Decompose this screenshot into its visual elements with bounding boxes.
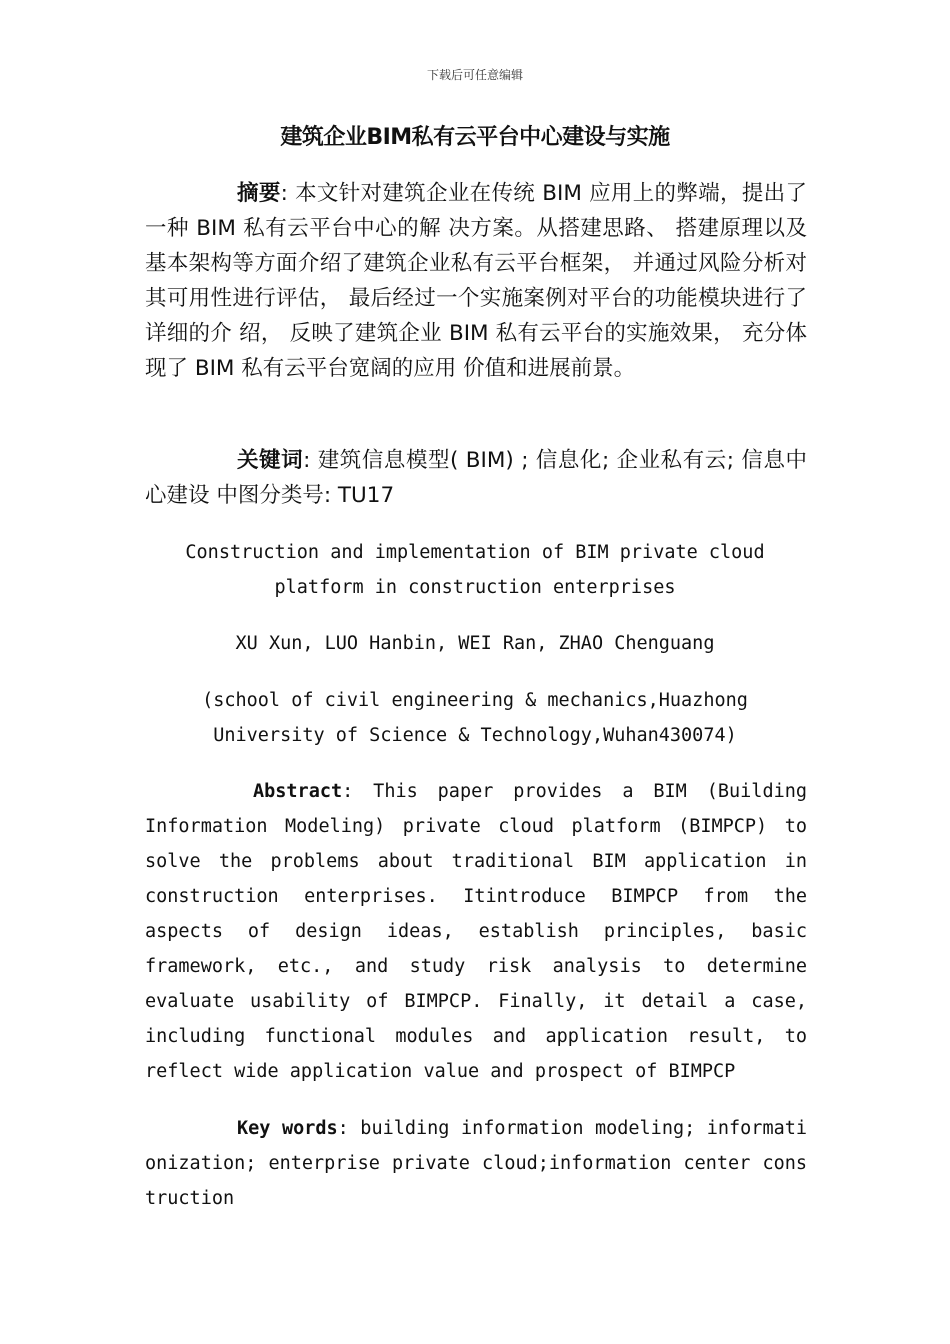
english-keywords-label: Key words <box>237 1118 338 1139</box>
chinese-abstract-separator: : <box>280 181 288 206</box>
english-abstract <box>145 774 807 1089</box>
english-keywords-text: building information modeling; informationization; enterprise private cloud;information center construction <box>145 1118 807 1209</box>
paper-title: 建筑企业BIM私有云平台中心建设与实施 <box>280 125 670 150</box>
english-affiliation: (school of civil engineering & mechanics,Huazhong University of Science & Technology,Wuhan430074) <box>202 690 748 746</box>
english-abstract-text: This paper provides a BIM (Building Information Modeling) private cloud platform (BIMPCP) to solve the problems about traditional BIM application in construction enterprises. Itintroduce BIMPCP from the aspects of design ideas, establish principles, basic framework, etc., and study risk analysis to determine evaluate usability of BIMPCP. Finally, it detail a case, including functional modules and application result, to reflect wide application value and prospect of BIMPCP <box>145 781 807 1082</box>
chinese-abstract-text: 本文针对建筑企业在传统 BIM 应用上的弊端，提出了一种 BIM 私有云平台中心的解 决方案。从搭建思路、 搭建原理以及基本架构等方面介绍了建筑企业私有云平台框架， 并通过风险分析对其可用性进行评估， 最后经过一个实施案例对平台的功能模块进行了详细的介 绍， 反映了建筑企业 BIM 私有云平台的实施效果， 充分体现了 BIM 私有云平台宽阔的应用 价值和进展前景。 <box>145 181 807 381</box>
chinese-abstract <box>145 176 807 386</box>
english-keywords-separator: : <box>337 1118 349 1139</box>
english-title: Construction and implementation of BIM private cloud platform in construction enterprises <box>185 542 765 598</box>
english-abstract-separator: : <box>342 781 354 802</box>
chinese-keywords-label: 关键词 <box>237 448 304 473</box>
chinese-keywords <box>145 443 807 513</box>
header-note: 下载后可任意编辑 <box>426 68 523 82</box>
chinese-abstract-label: 摘要 <box>237 181 281 206</box>
english-abstract-label: Abstract <box>253 781 343 802</box>
chinese-keywords-text: 建筑信息模型( BIM) ; 信息化; 企业私有云; 信息中心建设 中图分类号: TU17 <box>145 448 807 508</box>
english-keywords <box>145 1111 807 1216</box>
english-authors: XU Xun, LUO Hanbin, WEI Ran, ZHAO Chenguang <box>235 633 715 654</box>
chinese-keywords-separator: : <box>303 448 311 473</box>
